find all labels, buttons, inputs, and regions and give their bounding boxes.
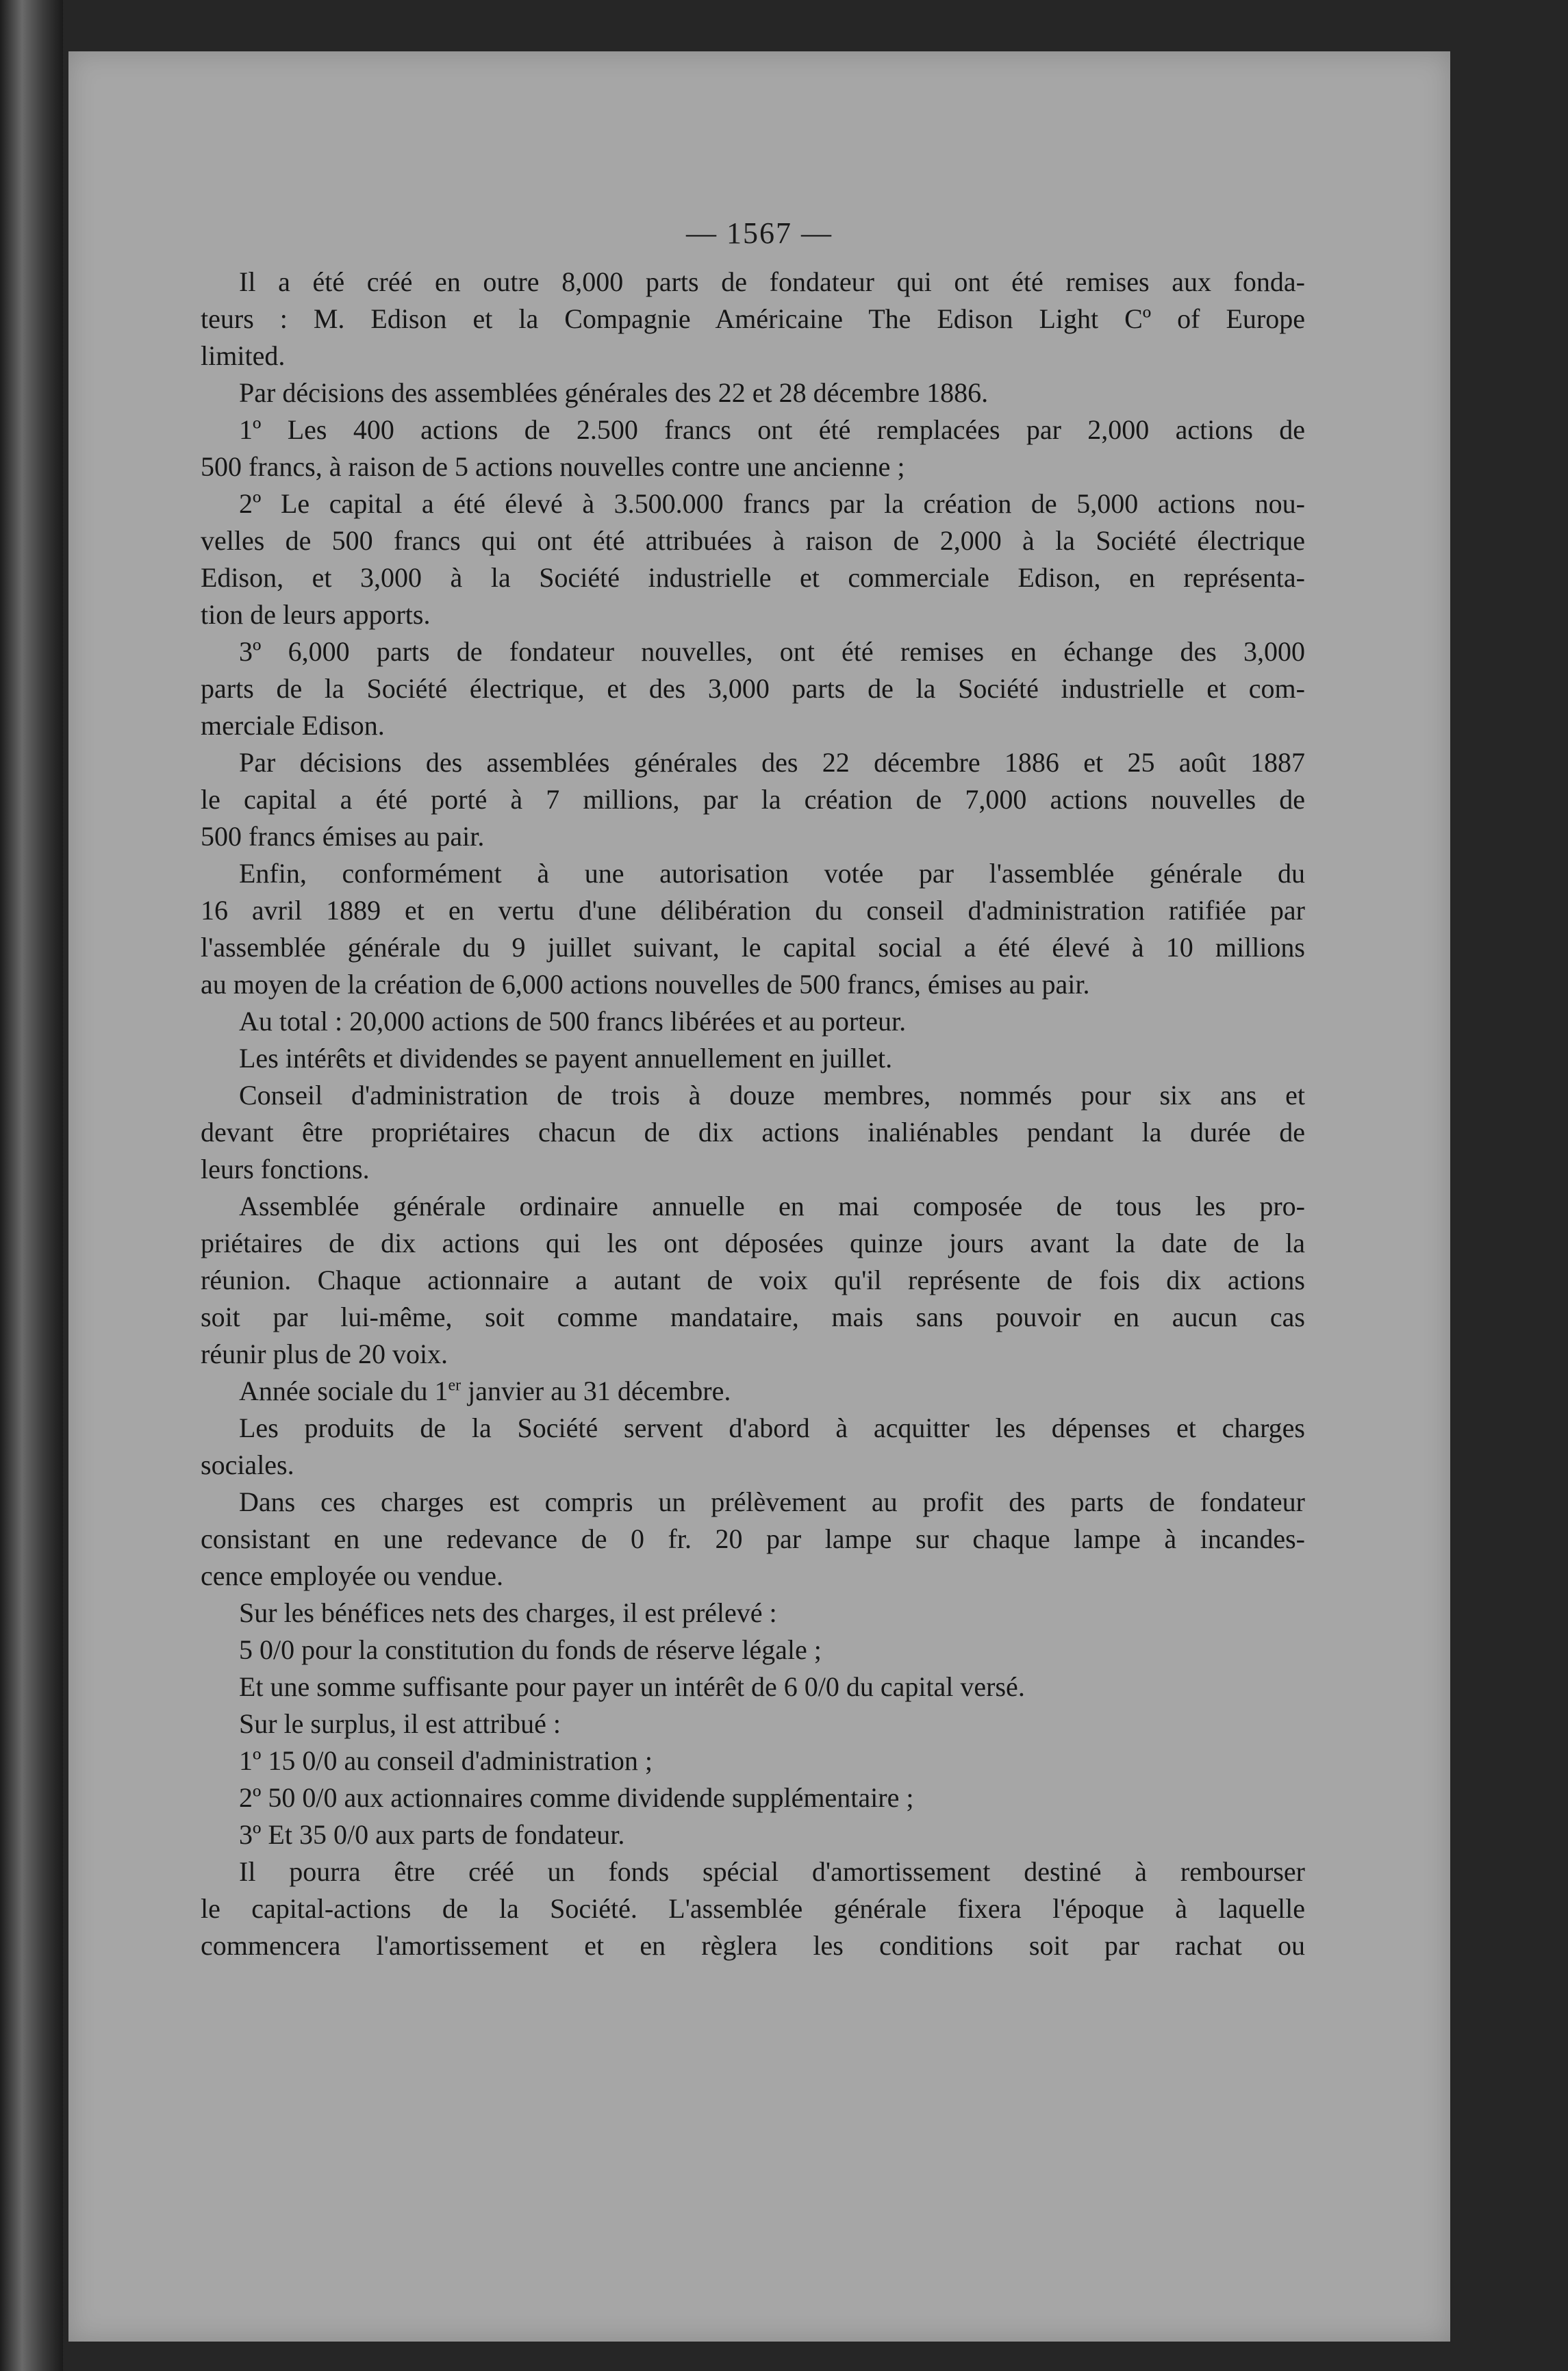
text-line: Les produits de la Société servent d'abord à acquitter les dépenses et charges	[239, 1412, 1305, 1443]
text-line: parts de la Société électrique, et des 3,000 parts de la Société industrielle et com-	[201, 673, 1305, 704]
text-line: 500 francs émises au pair.	[201, 821, 485, 852]
text-line: Il pourra être créé un fonds spécial d'amortissement destiné à rembourser	[239, 1856, 1305, 1887]
text-line: 5 0/0 pour la constitution du fonds de réserve légale ;	[239, 1634, 822, 1665]
text-line: Les intérêts et dividendes se payent annuellement en juillet.	[239, 1043, 893, 1074]
text-line: 3º Et 35 0/0 aux parts de fondateur.	[239, 1819, 625, 1850]
text-line: Sur le surplus, il est attribué :	[239, 1708, 561, 1739]
text-line: merciale Edison.	[201, 710, 385, 741]
text-line: devant être propriétaires chacun de dix actions inaliénables pendant la durée de	[201, 1117, 1305, 1148]
text-line: Par décisions des assemblées générales des 22 et 28 décembre 1886.	[239, 377, 989, 408]
text-line: Sur les bénéfices nets des charges, il est prélevé :	[239, 1597, 777, 1628]
text-line: 16 avril 1889 et en vertu d'une délibération du conseil d'administration ratifiée par	[201, 895, 1305, 926]
text-line: le capital-actions de la Société. L'assemblée générale fixera l'époque à laquelle	[201, 1893, 1305, 1924]
text-line: Assemblée générale ordinaire annuelle en mai composée de tous les pro-	[239, 1191, 1305, 1221]
text-line: le capital a été porté à 7 millions, par la création de 7,000 actions nouvelles de	[201, 784, 1305, 815]
text-line: Conseil d'administration de trois à douze membres, nommés pour six ans et	[239, 1080, 1305, 1111]
text-line: Edison, et 3,000 à la Société industrielle et commerciale Edison, en représenta-	[201, 562, 1305, 593]
text-line: limited.	[201, 340, 286, 371]
text-line: 1º Les 400 actions de 2.500 francs ont été remplacées par 2,000 actions de	[239, 414, 1305, 445]
text-line: Enfin, conformément à une autorisation votée par l'assemblée générale du	[239, 858, 1305, 889]
text-line: velles de 500 francs qui ont été attribuées à raison de 2,000 à la Société électrique	[201, 525, 1305, 556]
body-text	[201, 264, 1305, 1964]
text-line: soit par lui-même, soit comme mandataire, mais sans pouvoir en aucun cas	[201, 1302, 1305, 1332]
text-line: tion de leurs apports.	[201, 599, 431, 630]
page-number: — 1567 —	[686, 216, 833, 250]
text-line: Et une somme suffisante pour payer un intérêt de 6 0/0 du capital versé.	[239, 1671, 1025, 1702]
text-line: 2º Le capital a été élevé à 3.500.000 francs par la création de 5,000 actions nou-	[239, 488, 1305, 519]
text-line: consistant en une redevance de 0 fr. 20 par lampe sur chaque lampe à incandes-	[201, 1523, 1305, 1554]
text-line: Au total : 20,000 actions de 500 francs libérées et au porteur.	[239, 1006, 907, 1037]
text-line: leurs fonctions.	[201, 1154, 370, 1184]
scan-page-edge	[0, 0, 63, 2371]
text-line: 3º 6,000 parts de fondateur nouvelles, ont été remises en échange des 3,000	[239, 636, 1305, 667]
text-line: Dans ces charges est compris un prélèvement au profit des parts de fondateur	[239, 1486, 1305, 1517]
text-line: Année sociale du 1er janvier au 31 décembre.	[239, 1375, 731, 1406]
text-line: cence employée ou vendue.	[201, 1560, 504, 1591]
text-line: priétaires de dix actions qui les ont déposées quinze jours avant la date de la	[201, 1228, 1305, 1258]
text-line: 1º 15 0/0 au conseil d'administration ;	[239, 1745, 653, 1776]
text-line: Par décisions des assemblées générales des 22 décembre 1886 et 25 août 1887	[239, 747, 1305, 778]
document-page	[68, 51, 1450, 2342]
text-line: commencera l'amortissement et en règlera les conditions soit par rachat ou	[201, 1930, 1305, 1961]
text-line: Il a été créé en outre 8,000 parts de fondateur qui ont été remises aux fonda-	[239, 266, 1305, 297]
text-line: réunion. Chaque actionnaire a autant de voix qu'il représente de fois dix actions	[201, 1265, 1305, 1295]
text-line: teurs : M. Edison et la Compagnie Américaine The Edison Light Cº of Europe	[201, 303, 1305, 334]
text-line: au moyen de la création de 6,000 actions nouvelles de 500 francs, émises au pair.	[201, 969, 1090, 1000]
text-line: réunir plus de 20 voix.	[201, 1339, 448, 1369]
text-line: 2º 50 0/0 aux actionnaires comme dividende supplémentaire ;	[239, 1782, 914, 1813]
text-line: sociales.	[201, 1449, 294, 1480]
text-line: 500 francs, à raison de 5 actions nouvelles contre une ancienne ;	[201, 451, 905, 482]
text-line: l'assemblée générale du 9 juillet suivant, le capital social a été élevé à 10 millions	[201, 932, 1305, 963]
